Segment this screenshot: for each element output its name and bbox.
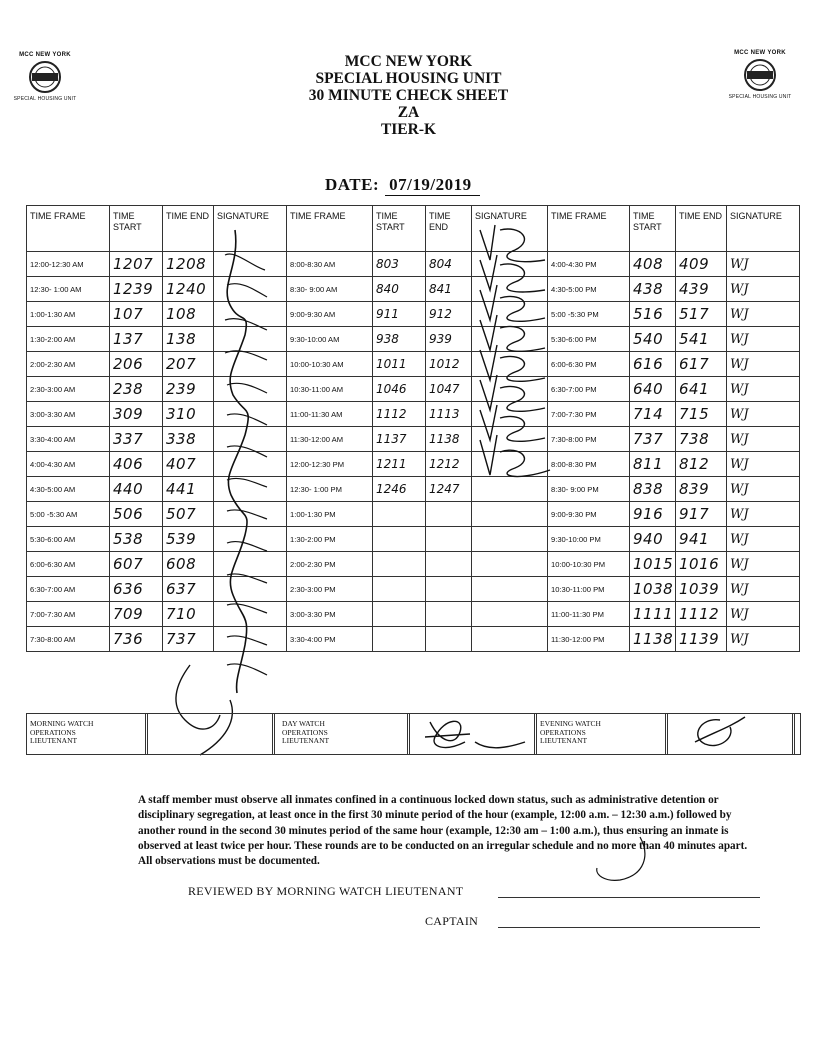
time-end-cell[interactable]: 1212 <box>426 452 472 477</box>
table-row <box>27 327 800 352</box>
time-frame-cell: 7:00-7:30 PM <box>548 402 630 427</box>
time-end-cell[interactable] <box>426 552 472 577</box>
day-watch-signature-box[interactable] <box>407 714 537 754</box>
time-frame-cell: 1:30-2:00 PM <box>287 527 373 552</box>
logo-bottom-text: SPECIAL HOUSING UNIT <box>728 94 792 100</box>
signature-cell[interactable]: WJ <box>727 627 800 652</box>
column-header-time-frame: TIME FRAME <box>287 206 373 252</box>
header-line-2: SPECIAL HOUSING UNIT <box>315 70 502 87</box>
time-start-cell[interactable]: 616 <box>630 352 676 377</box>
time-frame-cell: 2:00-2:30 PM <box>287 552 373 577</box>
morning-watch-line3: LIEUTENANT <box>30 736 78 745</box>
evening-watch-line2: OPERATIONS <box>540 727 586 737</box>
time-start-cell[interactable]: 1138 <box>630 627 676 652</box>
time-start-cell[interactable]: 1239 <box>110 277 163 302</box>
time-end-cell[interactable] <box>426 627 472 652</box>
time-end-cell[interactable]: 912 <box>426 302 472 327</box>
time-end-cell[interactable]: 441 <box>163 477 214 502</box>
day-watch-line3: LIEUTENANT <box>282 736 330 745</box>
time-end-cell[interactable]: 637 <box>163 577 214 602</box>
column-header-time-end: TIME END <box>426 206 472 252</box>
signature-cell[interactable]: WJ <box>727 602 800 627</box>
header-line-3: 30 MINUTE CHECK SHEET <box>308 87 509 104</box>
time-start-cell[interactable]: 1046 <box>373 377 426 402</box>
time-start-cell[interactable]: 736 <box>110 627 163 652</box>
signature-cell[interactable] <box>214 602 287 627</box>
time-frame-cell: 9:00-9:30 AM <box>287 302 373 327</box>
time-end-cell[interactable]: 1039 <box>676 577 727 602</box>
table-row <box>27 552 800 577</box>
time-frame-cell: 6:30-7:00 PM <box>548 377 630 402</box>
column-header-time-start: TIME START <box>373 206 426 252</box>
signature-cell[interactable] <box>214 452 287 477</box>
column-header-time-start: TIME START <box>630 206 676 252</box>
time-end-cell[interactable]: 539 <box>163 527 214 552</box>
time-frame-cell: 3:30-4:00 PM <box>287 627 373 652</box>
reviewed-by-signature-line[interactable] <box>498 897 760 898</box>
time-start-cell[interactable]: 438 <box>630 277 676 302</box>
reviewed-by-label: REVIEWED BY MORNING WATCH LIEUTENANT <box>188 884 464 898</box>
time-start-cell[interactable]: 636 <box>110 577 163 602</box>
signature-cell[interactable] <box>214 502 287 527</box>
time-end-cell[interactable]: 1138 <box>426 427 472 452</box>
time-frame-cell: 6:00-6:30 AM <box>27 552 110 577</box>
signature-cell[interactable] <box>214 302 287 327</box>
signature-cell[interactable]: WJ <box>727 252 800 277</box>
time-end-cell[interactable]: 841 <box>426 277 472 302</box>
time-start-cell[interactable]: 840 <box>373 277 426 302</box>
time-start-cell[interactable]: 1207 <box>110 252 163 277</box>
time-start-cell[interactable]: 137 <box>110 327 163 352</box>
signature-cell[interactable] <box>214 627 287 652</box>
time-start-cell[interactable]: 940 <box>630 527 676 552</box>
time-frame-cell: 9:30-10:00 PM <box>548 527 630 552</box>
column-header-time-end: TIME END <box>163 206 214 252</box>
evening-watch-line3: LIEUTENANT <box>540 736 588 745</box>
time-frame-cell: 4:00-4:30 AM <box>27 452 110 477</box>
column-header-signature: SIGNATURE <box>727 206 800 252</box>
time-start-cell[interactable]: 408 <box>630 252 676 277</box>
time-end-cell[interactable]: 1139 <box>676 627 727 652</box>
signature-cell[interactable] <box>214 527 287 552</box>
signature-cell[interactable]: WJ <box>727 502 800 527</box>
time-end-cell[interactable]: 608 <box>163 552 214 577</box>
time-frame-cell: 12:00-12:30 AM <box>27 252 110 277</box>
day-watch-label <box>279 714 407 754</box>
time-end-cell[interactable]: 617 <box>676 352 727 377</box>
column-header-time-frame: TIME FRAME <box>548 206 630 252</box>
signature-cell[interactable]: WJ <box>727 427 800 452</box>
signature-cell[interactable] <box>472 327 548 352</box>
time-frame-cell: 4:30-5:00 AM <box>27 477 110 502</box>
time-end-cell[interactable]: 1208 <box>163 252 214 277</box>
time-frame-cell: 12:30- 1:00 PM <box>287 477 373 502</box>
header-line-1: MCC NEW YORK <box>344 53 473 70</box>
signature-cell[interactable] <box>472 552 548 577</box>
signature-cell[interactable] <box>214 252 287 277</box>
signature-cell[interactable] <box>472 527 548 552</box>
date-label: DATE: <box>325 175 380 194</box>
signature-cell[interactable] <box>472 252 548 277</box>
logo-top-text: MCC NEW YORK <box>734 50 786 56</box>
evening-watch-label <box>537 714 665 754</box>
time-end-cell[interactable]: 641 <box>676 377 727 402</box>
time-start-cell[interactable]: 1011 <box>373 352 426 377</box>
time-start-cell[interactable]: 938 <box>373 327 426 352</box>
time-frame-cell: 11:30-12:00 PM <box>548 627 630 652</box>
time-end-cell[interactable]: 917 <box>676 502 727 527</box>
time-frame-cell: 2:30-3:00 PM <box>287 577 373 602</box>
time-frame-cell: 8:30- 9:00 AM <box>287 277 373 302</box>
signature-cell[interactable] <box>472 352 548 377</box>
time-start-cell[interactable]: 709 <box>110 602 163 627</box>
table-row <box>27 527 800 552</box>
time-start-cell[interactable]: 1015 <box>630 552 676 577</box>
time-end-cell[interactable]: 507 <box>163 502 214 527</box>
time-frame-cell: 5:30-6:00 PM <box>548 327 630 352</box>
time-frame-cell: 11:30-12:00 AM <box>287 427 373 452</box>
signature-cell[interactable] <box>214 477 287 502</box>
signature-cell[interactable] <box>214 327 287 352</box>
signature-cell[interactable] <box>472 477 548 502</box>
time-start-cell[interactable]: 1112 <box>373 402 426 427</box>
time-end-cell[interactable]: 715 <box>676 402 727 427</box>
time-end-cell[interactable]: 541 <box>676 327 727 352</box>
signature-cell[interactable] <box>214 377 287 402</box>
signature-cell[interactable] <box>472 502 548 527</box>
morning-watch-signature-box[interactable] <box>145 714 275 754</box>
time-start-cell[interactable]: 811 <box>630 452 676 477</box>
signature-cell[interactable]: WJ <box>727 302 800 327</box>
time-start-cell[interactable] <box>373 627 426 652</box>
time-frame-cell: 8:30- 9:00 PM <box>548 477 630 502</box>
time-frame-cell: 5:00 -5:30 PM <box>548 302 630 327</box>
time-frame-cell: 7:00-7:30 AM <box>27 602 110 627</box>
document-header <box>0 53 817 138</box>
time-frame-cell: 4:30-5:00 PM <box>548 277 630 302</box>
column-header-time-frame: TIME FRAME <box>27 206 110 252</box>
time-start-cell[interactable]: 737 <box>630 427 676 452</box>
signature-cell[interactable] <box>472 377 548 402</box>
time-end-cell[interactable]: 407 <box>163 452 214 477</box>
time-start-cell[interactable]: 506 <box>110 502 163 527</box>
time-end-cell[interactable]: 1012 <box>426 352 472 377</box>
time-start-cell[interactable]: 206 <box>110 352 163 377</box>
time-end-cell[interactable]: 812 <box>676 452 727 477</box>
time-end-cell[interactable]: 839 <box>676 477 727 502</box>
logo-top-text: MCC NEW YORK <box>19 52 71 58</box>
time-start-cell[interactable] <box>373 577 426 602</box>
time-frame-cell: 10:30-11:00 PM <box>548 577 630 602</box>
time-end-cell[interactable] <box>426 527 472 552</box>
time-start-cell[interactable]: 1038 <box>630 577 676 602</box>
time-start-cell[interactable]: 838 <box>630 477 676 502</box>
signature-cell[interactable]: WJ <box>727 452 800 477</box>
signature-cell[interactable] <box>472 452 548 477</box>
time-frame-cell: 1:30-2:00 AM <box>27 327 110 352</box>
table-row <box>27 377 800 402</box>
time-start-cell[interactable]: 516 <box>630 302 676 327</box>
signature-cell[interactable] <box>214 427 287 452</box>
time-end-cell[interactable]: 517 <box>676 302 727 327</box>
time-frame-cell: 7:30-8:00 AM <box>27 627 110 652</box>
signature-cell[interactable]: WJ <box>727 377 800 402</box>
time-start-cell[interactable] <box>373 527 426 552</box>
time-end-cell[interactable]: 1113 <box>426 402 472 427</box>
time-end-cell[interactable]: 310 <box>163 402 214 427</box>
table-row <box>27 602 800 627</box>
table-row <box>27 252 800 277</box>
signature-cell[interactable]: WJ <box>727 402 800 427</box>
signature-cell[interactable] <box>472 277 548 302</box>
date-field <box>325 175 480 196</box>
time-end-cell[interactable]: 939 <box>426 327 472 352</box>
signature-cell[interactable] <box>472 427 548 452</box>
time-end-cell[interactable]: 710 <box>163 602 214 627</box>
signature-cell[interactable] <box>214 352 287 377</box>
time-start-cell[interactable]: 337 <box>110 427 163 452</box>
time-start-cell[interactable]: 309 <box>110 402 163 427</box>
time-start-cell[interactable]: 406 <box>110 452 163 477</box>
time-frame-cell: 6:00-6:30 PM <box>548 352 630 377</box>
day-watch-line2: OPERATIONS <box>282 727 328 737</box>
signature-cell[interactable] <box>472 402 548 427</box>
table-row <box>27 402 800 427</box>
evening-watch-line1: EVENING WATCH <box>540 719 601 728</box>
signature-cell[interactable] <box>472 602 548 627</box>
time-frame-cell: 3:00-3:30 AM <box>27 402 110 427</box>
signature-cell[interactable]: WJ <box>727 577 800 602</box>
time-end-cell[interactable]: 409 <box>676 252 727 277</box>
table-row <box>27 352 800 377</box>
time-end-cell[interactable]: 239 <box>163 377 214 402</box>
time-start-cell[interactable]: 640 <box>630 377 676 402</box>
time-frame-cell: 9:30-10:00 AM <box>287 327 373 352</box>
signature-cell[interactable]: WJ <box>727 552 800 577</box>
signature-cell[interactable] <box>214 577 287 602</box>
observation-rule-text: A staff member must observe all inmates confined in a continuous locked down status, such as administrative detention or disciplinary segregation, at least once in the first 30 minute period of the hour (example, 12:00 a.m. – 12:30 a.m.) followed by another round in the second 30 minutes period of the same hour (example, 12:30 am – 1:00 a.m.), thus ensuring an inmate is observed at least twice per hour. These rounds are to be conducted on an irregular schedule and no more than 40 minutes apart. All observations must be documented. <box>138 794 748 868</box>
time-start-cell[interactable]: 238 <box>110 377 163 402</box>
time-frame-cell: 12:00-12:30 PM <box>287 452 373 477</box>
time-end-cell[interactable]: 1247 <box>426 477 472 502</box>
time-start-cell[interactable]: 803 <box>373 252 426 277</box>
time-start-cell[interactable]: 440 <box>110 477 163 502</box>
time-frame-cell: 12:30- 1:00 AM <box>27 277 110 302</box>
time-end-cell[interactable]: 1112 <box>676 602 727 627</box>
signature-cell[interactable] <box>472 577 548 602</box>
evening-watch-signature-box[interactable] <box>665 714 795 754</box>
time-frame-cell: 2:30-3:00 AM <box>27 377 110 402</box>
day-watch-line1: DAY WATCH <box>282 719 325 728</box>
time-start-cell[interactable]: 1211 <box>373 452 426 477</box>
check-sheet-table <box>26 205 800 652</box>
signature-cell[interactable] <box>472 302 548 327</box>
table-row <box>27 577 800 602</box>
time-end-cell[interactable]: 138 <box>163 327 214 352</box>
captain-label: CAPTAIN <box>425 914 479 928</box>
time-start-cell[interactable]: 1137 <box>373 427 426 452</box>
signature-cell[interactable] <box>472 627 548 652</box>
time-end-cell[interactable]: 207 <box>163 352 214 377</box>
signature-cell[interactable] <box>214 277 287 302</box>
time-frame-cell: 1:00-1:30 PM <box>287 502 373 527</box>
time-start-cell[interactable]: 107 <box>110 302 163 327</box>
signature-cell[interactable]: WJ <box>727 327 800 352</box>
time-end-cell[interactable]: 1047 <box>426 377 472 402</box>
header-line-5: TIER-K <box>380 121 437 138</box>
signature-cell[interactable] <box>214 552 287 577</box>
column-header-signature: SIGNATURE <box>472 206 548 252</box>
time-start-cell[interactable]: 607 <box>110 552 163 577</box>
table-row <box>27 452 800 477</box>
time-frame-cell: 10:00-10:30 AM <box>287 352 373 377</box>
time-start-cell[interactable]: 714 <box>630 402 676 427</box>
time-frame-cell: 8:00-8:30 PM <box>548 452 630 477</box>
signature-cell[interactable] <box>214 402 287 427</box>
watch-signature-strip <box>26 713 801 755</box>
table-row <box>27 277 800 302</box>
logo-bottom-text: SPECIAL HOUSING UNIT <box>13 96 77 102</box>
time-end-cell[interactable]: 108 <box>163 302 214 327</box>
time-frame-cell: 7:30-8:00 PM <box>548 427 630 452</box>
time-end-cell[interactable] <box>426 577 472 602</box>
time-frame-cell: 11:00-11:30 AM <box>287 402 373 427</box>
time-end-cell[interactable]: 738 <box>676 427 727 452</box>
time-frame-cell: 3:30-4:00 AM <box>27 427 110 452</box>
morning-watch-line2: OPERATIONS <box>30 727 76 737</box>
time-start-cell[interactable] <box>373 552 426 577</box>
time-frame-cell: 5:00 -5:30 AM <box>27 502 110 527</box>
time-frame-cell: 10:30-11:00 AM <box>287 377 373 402</box>
time-frame-cell: 6:30-7:00 AM <box>27 577 110 602</box>
signature-cell[interactable]: WJ <box>727 277 800 302</box>
time-end-cell[interactable] <box>426 502 472 527</box>
time-end-cell[interactable]: 941 <box>676 527 727 552</box>
table-row <box>27 627 800 652</box>
column-header-signature: SIGNATURE <box>214 206 287 252</box>
time-start-cell[interactable]: 911 <box>373 302 426 327</box>
time-frame-cell: 9:00-9:30 PM <box>548 502 630 527</box>
column-header-time-end: TIME END <box>676 206 727 252</box>
time-start-cell[interactable]: 1111 <box>630 602 676 627</box>
time-frame-cell: 4:00-4:30 PM <box>548 252 630 277</box>
column-header-time-start: TIME START <box>110 206 163 252</box>
date-value: 07/19/2019 <box>385 175 479 196</box>
signature-cell[interactable]: WJ <box>727 527 800 552</box>
signature-cell[interactable]: WJ <box>727 477 800 502</box>
table-body <box>27 252 800 652</box>
time-frame-cell: 1:00-1:30 AM <box>27 302 110 327</box>
time-start-cell[interactable]: 1246 <box>373 477 426 502</box>
captain-signature-line[interactable] <box>498 927 760 928</box>
time-end-cell[interactable]: 804 <box>426 252 472 277</box>
time-start-cell[interactable] <box>373 502 426 527</box>
table-header-row <box>27 206 800 252</box>
time-start-cell[interactable] <box>373 602 426 627</box>
header-line-4: ZA <box>397 104 420 121</box>
table-row <box>27 427 800 452</box>
time-frame-cell: 8:00-8:30 AM <box>287 252 373 277</box>
time-frame-cell: 11:00-11:30 PM <box>548 602 630 627</box>
time-start-cell[interactable]: 538 <box>110 527 163 552</box>
signature-cell[interactable]: WJ <box>727 352 800 377</box>
time-frame-cell: 5:30-6:00 AM <box>27 527 110 552</box>
table-row <box>27 502 800 527</box>
time-end-cell[interactable]: 1016 <box>676 552 727 577</box>
time-end-cell[interactable]: 338 <box>163 427 214 452</box>
time-start-cell[interactable]: 540 <box>630 327 676 352</box>
table-row <box>27 302 800 327</box>
time-end-cell[interactable] <box>426 602 472 627</box>
morning-watch-label <box>27 714 145 754</box>
time-end-cell[interactable]: 439 <box>676 277 727 302</box>
time-end-cell[interactable]: 1240 <box>163 277 214 302</box>
morning-watch-line1: MORNING WATCH <box>30 719 94 728</box>
time-frame-cell: 2:00-2:30 AM <box>27 352 110 377</box>
time-frame-cell: 10:00-10:30 PM <box>548 552 630 577</box>
time-end-cell[interactable]: 737 <box>163 627 214 652</box>
table-row <box>27 477 800 502</box>
time-start-cell[interactable]: 916 <box>630 502 676 527</box>
time-frame-cell: 3:00-3:30 PM <box>287 602 373 627</box>
